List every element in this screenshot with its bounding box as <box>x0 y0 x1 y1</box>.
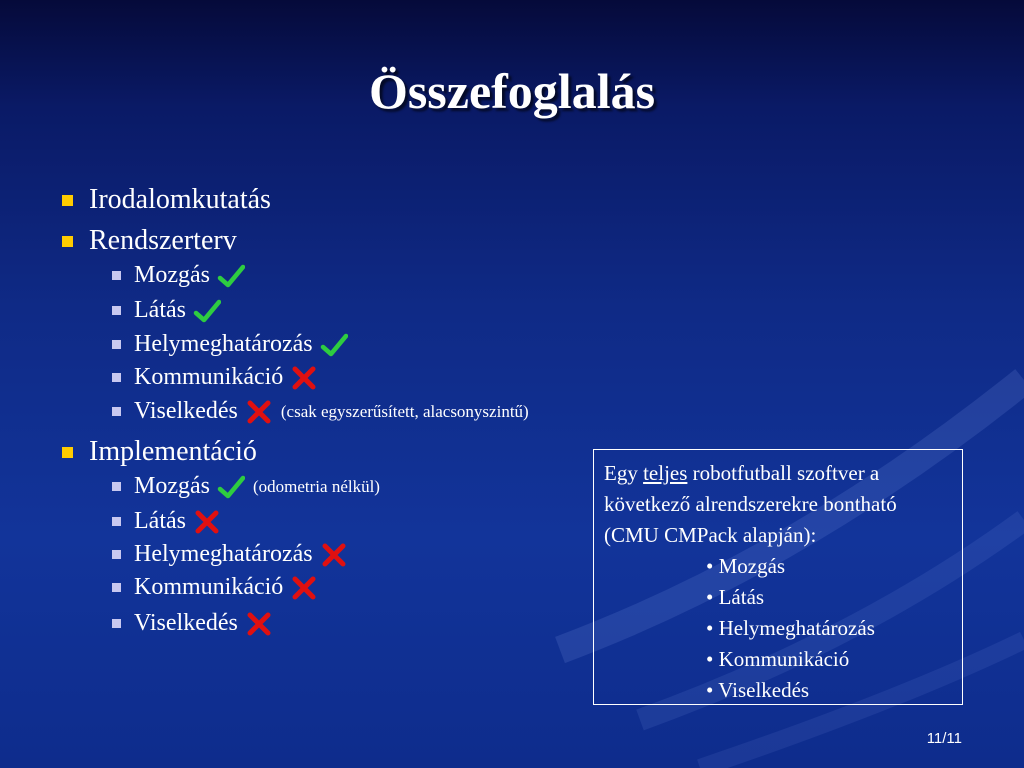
red-x-icon <box>320 542 348 568</box>
info-box-line-2: következő alrendszerekre bontható <box>604 492 897 516</box>
green-checkmark-icon <box>320 332 348 358</box>
outline-item-label: Mozgás <box>134 262 210 288</box>
outline-item-label: Helymeghatározás <box>134 331 313 357</box>
outline-item-label: Látás <box>134 297 186 323</box>
info-box-item: • Viselkedés <box>706 678 810 702</box>
outline-item-note: (odometria nélkül) <box>252 476 380 496</box>
red-x-icon <box>245 399 273 425</box>
outline-subitem <box>112 574 318 601</box>
outline-item <box>62 184 271 216</box>
bullet-square-icon <box>112 550 121 559</box>
outline-item <box>62 436 257 468</box>
outline-item-label: Viselkedés <box>134 398 238 424</box>
outline-item-label: Implementáció <box>89 436 257 467</box>
outline-item-label: Viselkedés <box>134 610 238 636</box>
bullet-square-icon <box>112 619 121 628</box>
red-x-icon <box>245 611 273 637</box>
bullet-square-icon <box>112 407 121 416</box>
outline-item-label: Rendszerterv <box>89 225 237 256</box>
red-x-icon <box>290 575 318 601</box>
info-box <box>593 449 963 705</box>
bullet-square-icon <box>112 517 121 526</box>
outline-subitem <box>112 297 221 324</box>
bullet-square-icon <box>112 340 121 349</box>
outline-subitem <box>112 331 348 358</box>
outline-subitem <box>112 541 348 568</box>
info-box-item: • Mozgás <box>706 554 786 578</box>
outline-item-note: (csak egyszerűsített, alacsonyszintű) <box>280 401 529 421</box>
green-checkmark-icon <box>217 474 245 500</box>
red-x-icon <box>193 509 221 535</box>
bullet-square-icon <box>112 271 121 280</box>
info-box-line-1: Egy teljes robotfutball szoftver a <box>604 461 880 485</box>
bullet-square-icon <box>112 373 121 382</box>
slide-title: Összefoglalás <box>368 63 656 119</box>
outline-item-label: Látás <box>134 508 186 534</box>
info-box-item: • Látás <box>706 585 765 609</box>
outline-subitem <box>112 610 273 637</box>
bullet-square-icon <box>62 447 73 458</box>
bullet-square-icon <box>62 236 73 247</box>
outline-subitem <box>112 508 221 535</box>
outline-item-label: Helymeghatározás <box>134 541 313 567</box>
page-number: 11/11 <box>926 730 962 747</box>
green-checkmark-icon <box>217 263 245 289</box>
outline-subitem <box>112 262 245 289</box>
outline-item-label: Kommunikáció <box>134 364 284 390</box>
info-box-item: • Helymeghatározás <box>706 616 875 640</box>
bullet-square-icon <box>112 583 121 592</box>
red-x-icon <box>290 365 318 391</box>
bullet-square-icon <box>112 306 121 315</box>
outline-item-label: Mozgás <box>134 473 210 499</box>
outline-item <box>62 225 237 257</box>
outline-item-label: Irodalomkutatás <box>89 184 271 215</box>
outline-subitem <box>112 473 380 500</box>
outline-subitem <box>112 398 529 425</box>
outline-subitem <box>112 364 318 391</box>
outline-item-label: Kommunikáció <box>134 574 284 600</box>
bullet-square-icon <box>112 482 121 491</box>
underlined-word: teljes <box>643 461 688 485</box>
info-box-item: • Kommunikáció <box>706 647 850 671</box>
info-box-line-3: (CMU CMPack alapján): <box>604 523 817 547</box>
bullet-square-icon <box>62 195 73 206</box>
green-checkmark-icon <box>193 298 221 324</box>
